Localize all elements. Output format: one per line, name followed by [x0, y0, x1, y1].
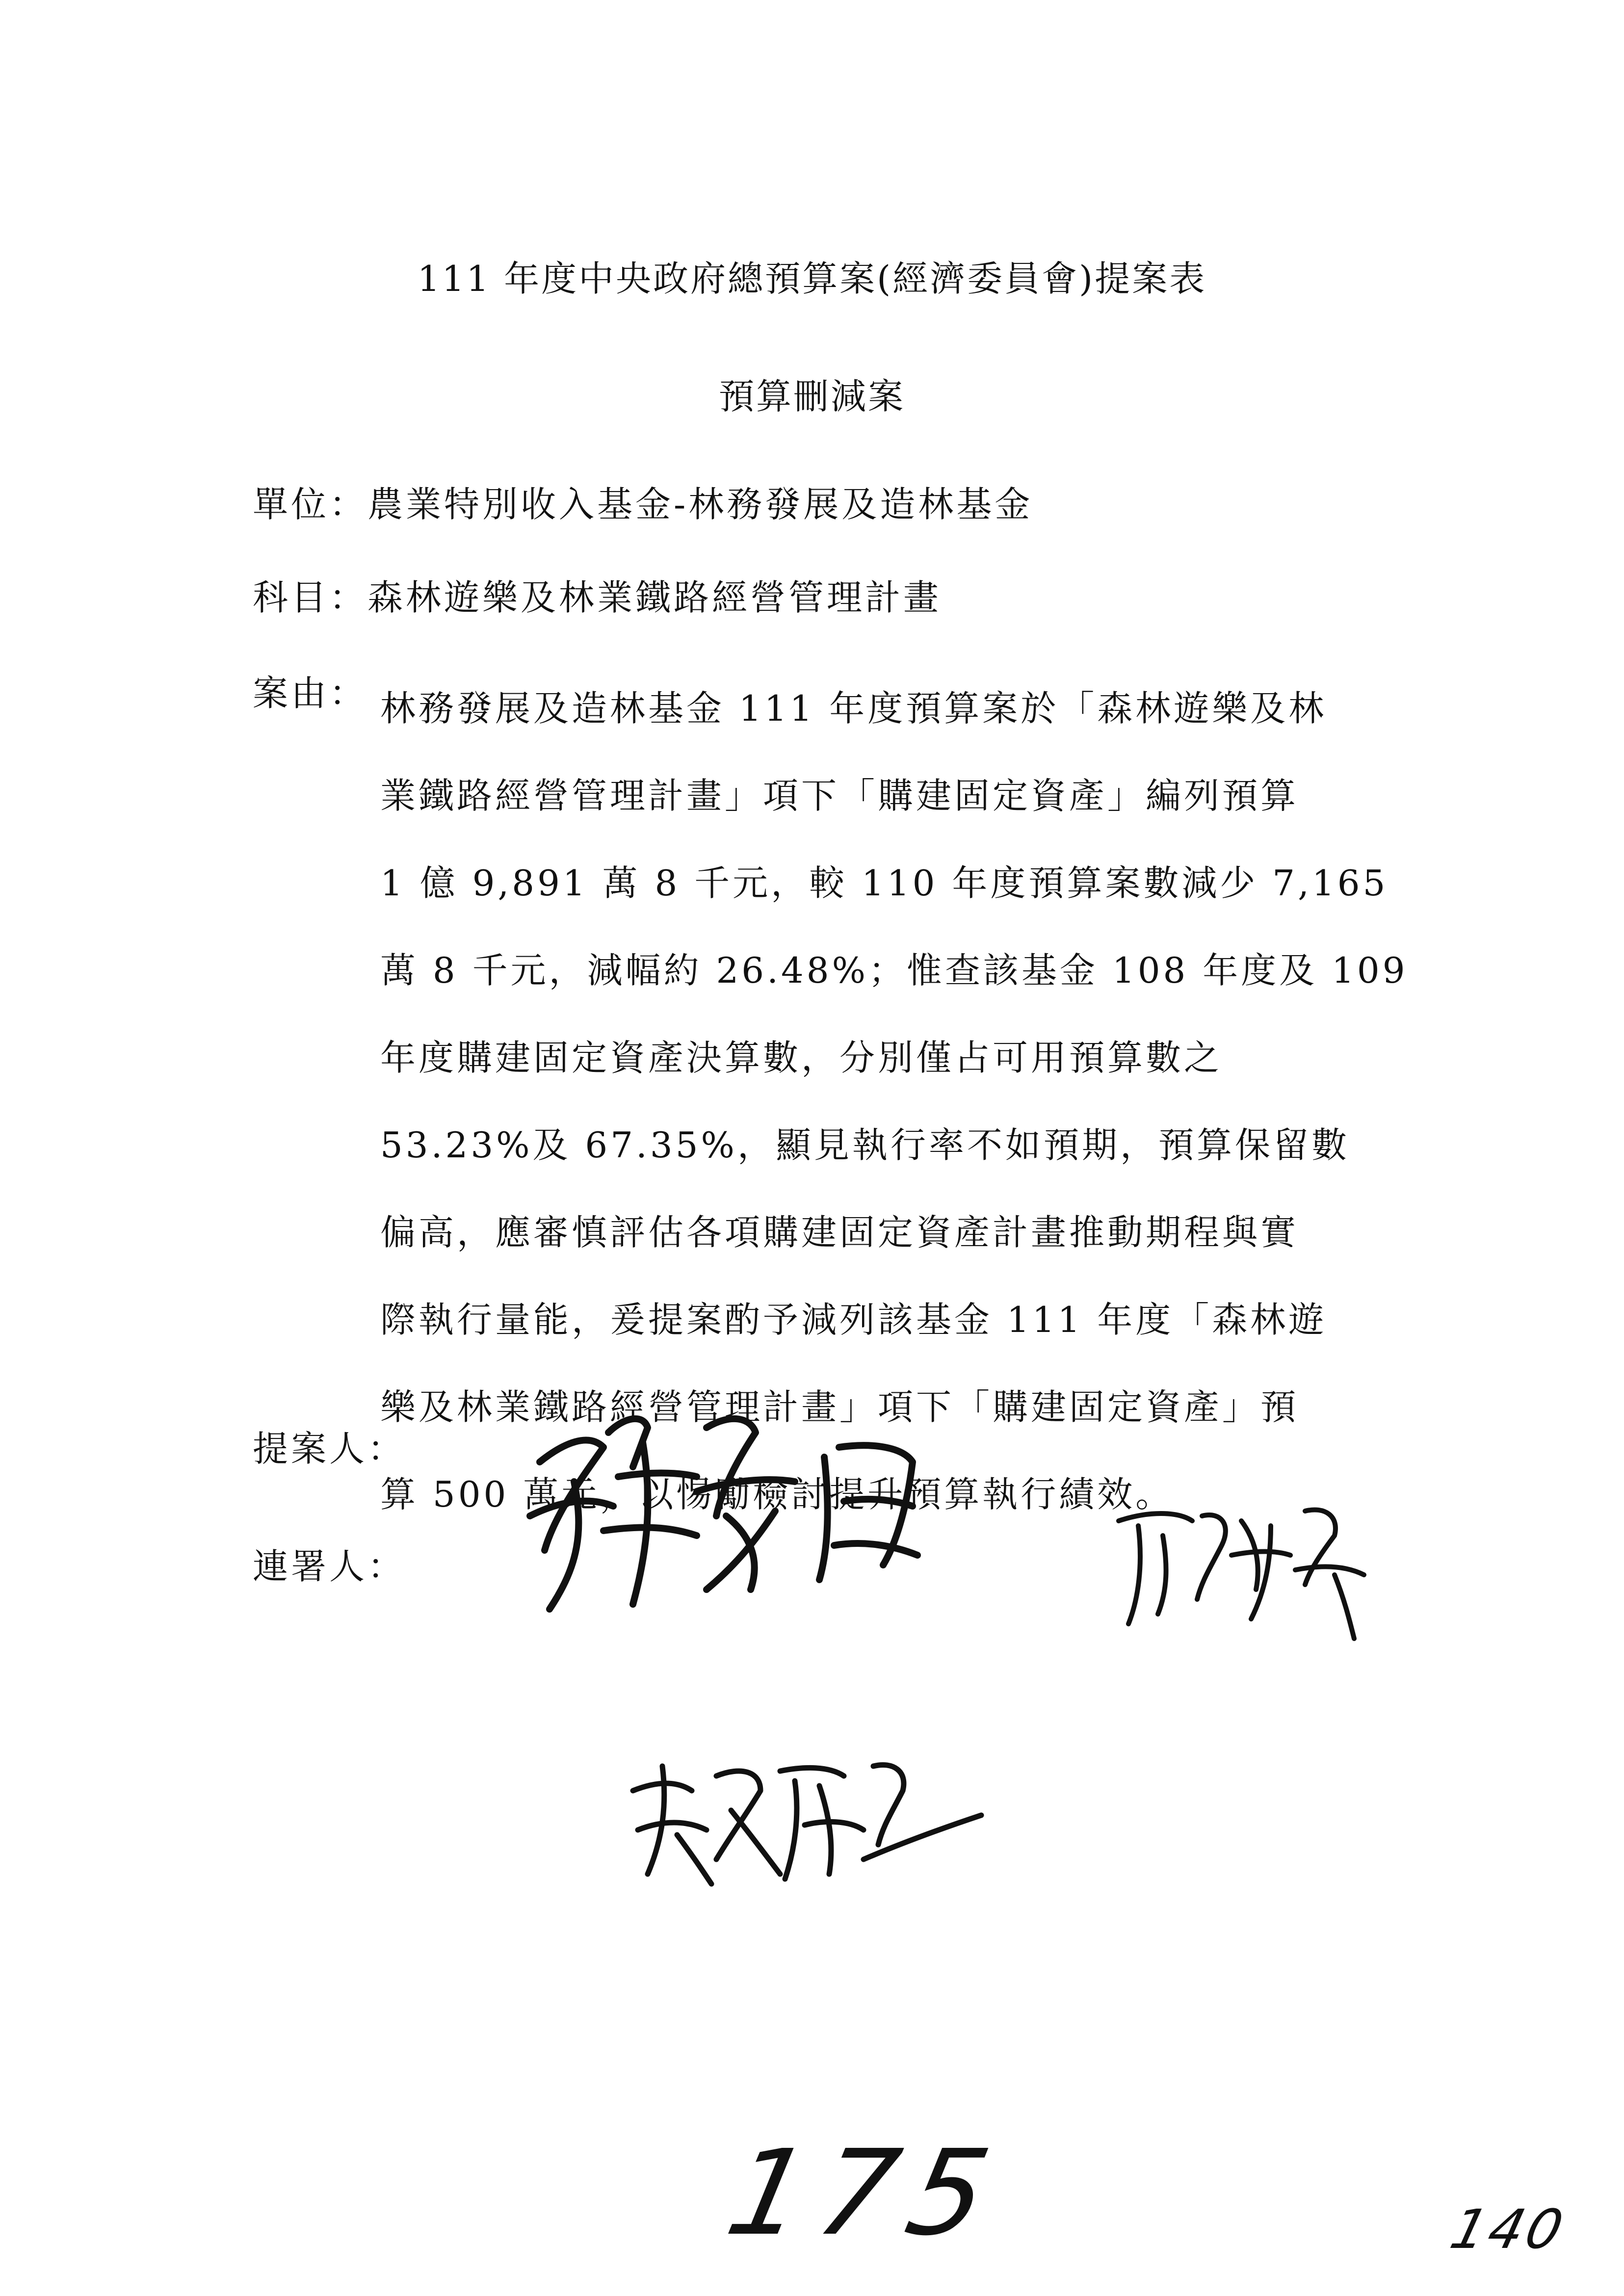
- unit-row: [253, 476, 1033, 527]
- handwritten-page-number: 175: [716, 2124, 1015, 2262]
- document-title: 111 年度中央政府總預算案(經濟委員會)提案表: [417, 258, 1207, 299]
- case-line: 萬 8 千元，減幅約 26.48%；惟查該基金 108 年度及 109: [380, 950, 1408, 991]
- case-line: 林務發展及造林基金 111 年度預算案於「森林遊樂及林: [380, 688, 1327, 729]
- signature-3: [618, 1737, 991, 1904]
- case-line: 際執行量能，爰提案酌予減列該基金 111 年度「森林遊: [380, 1299, 1327, 1340]
- signature-2: [1109, 1491, 1384, 1648]
- case-line: 偏高，應審慎評估各項購建固定資產計畫推動期程與實: [380, 1212, 1299, 1253]
- unit-label: 單位：: [253, 484, 368, 525]
- cosigner-label: 連署人：: [253, 1546, 406, 1587]
- document-subtitle: 預算刪減案: [718, 376, 905, 417]
- case-label: 案由：: [253, 673, 368, 714]
- corner-page-number: 140: [1444, 2198, 1572, 2261]
- proposer-label: 提案人：: [253, 1428, 406, 1469]
- case-line: 業鐵路經營管理計畫」項下「購建固定資產」編列預算: [380, 775, 1299, 816]
- case-line: 53.23%及 67.35%，顯見執行率不如預期，預算保留數: [380, 1124, 1350, 1166]
- signature-1: [520, 1403, 962, 1629]
- item-row: [253, 569, 942, 620]
- unit-value: 農業特別收入基金-林務發展及造林基金: [367, 484, 1033, 525]
- case-line: 1 億 9,891 萬 8 千元，較 110 年度預算案數減少 7,165: [380, 862, 1388, 904]
- case-line: 年度購建固定資產決算數，分別僅占可用預算數之: [380, 1037, 1223, 1078]
- case-line: 算 500 萬元，以惕勵檢討提升預算執行績效。: [380, 1474, 1174, 1515]
- case-line: 樂及林業鐵路經營管理計畫」項下「購建固定資產」預: [380, 1386, 1299, 1428]
- item-value: 森林遊樂及林業鐵路經營管理計畫: [367, 577, 942, 618]
- item-label: 科目：: [253, 577, 368, 618]
